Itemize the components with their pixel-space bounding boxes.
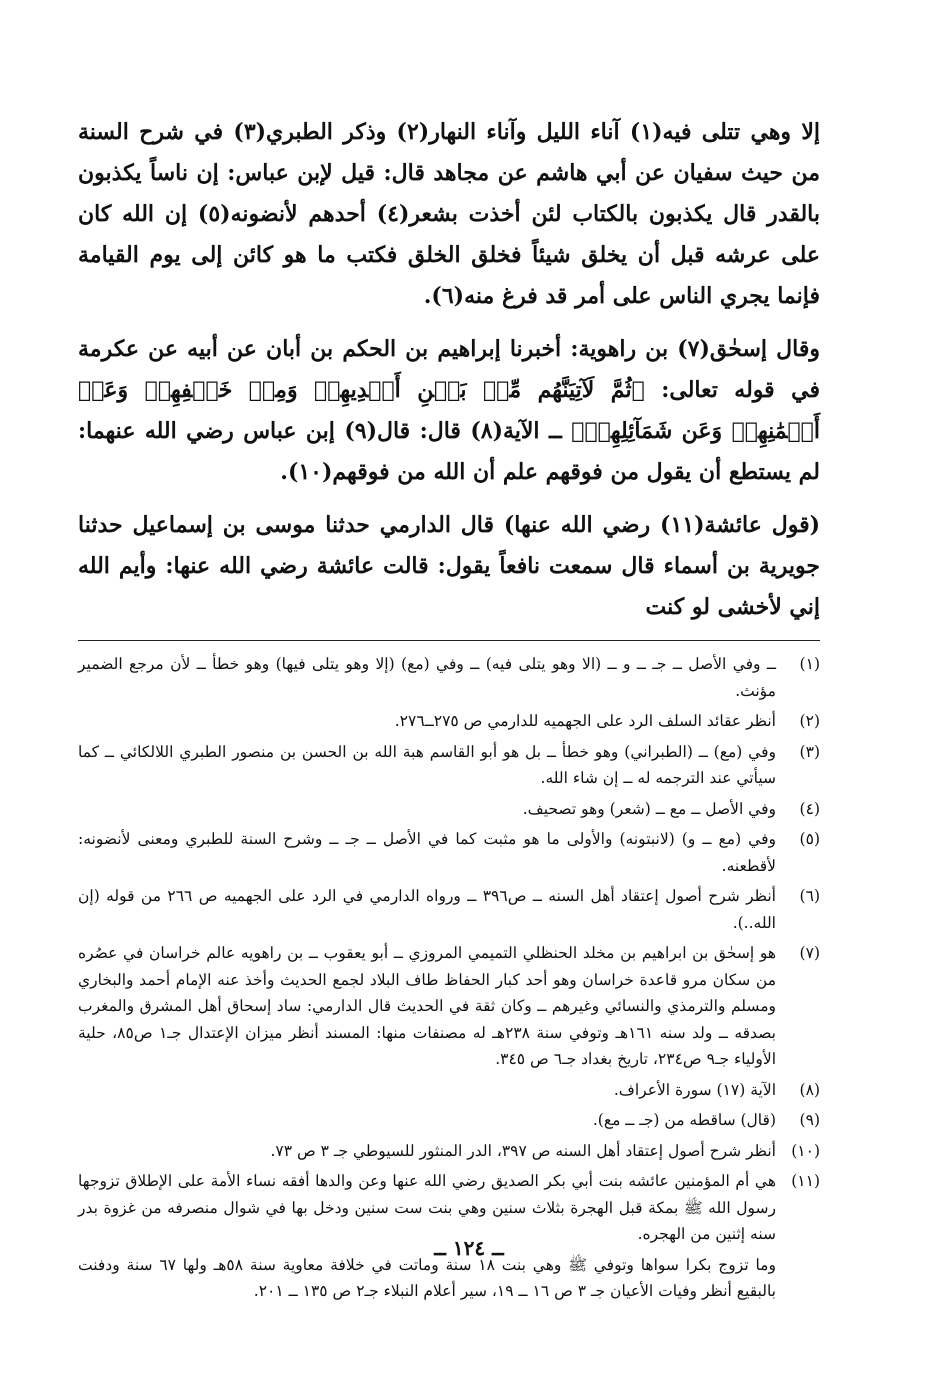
footnote-5 bbox=[78, 826, 820, 879]
footnote-text: الآية (١٧) سورة الأعراف. bbox=[613, 1080, 776, 1099]
footnote-continuation: وما تزوج بكرا سواها وتوفي ﷺ وهي بنت ١٨ سنة وماتت في خلافة معاوية سنة ٥٨هـ ولها ٦٧ سنة ودفنت بالبقيع أنظر وفيات الأعيان جـ ٣ ص ١٦ ــ ١٩، سير أعلام النبلاء جـ٢ ص ١٣٥ ــ ٢٠١. bbox=[78, 1255, 776, 1300]
footnote-text: أنظر شرح أصول إعتقاد أهل السنه ص ٣٩٧، الدر المنثور للسيوطي جـ ٣ ص ٧٣. bbox=[270, 1141, 776, 1160]
footnote-10 bbox=[78, 1138, 820, 1165]
footnote-3 bbox=[78, 739, 820, 792]
footnote-text: وفي (مع) ــ (الطبراني) وهو خطأ ــ بل هو أبو القاسم هبة الله بن الحسن بن منصور الطبري اللالكائي ــ كما سيأتي عند الترجمه له ــ إن شاء الله. bbox=[78, 742, 776, 787]
footnote-6 bbox=[78, 883, 820, 936]
footnote-number: (٥) bbox=[799, 830, 820, 848]
footnote-number: (٤) bbox=[799, 799, 820, 818]
footnote-number: (١) bbox=[799, 655, 820, 673]
footnote-2 bbox=[78, 708, 820, 735]
footnote-number: (٨) bbox=[799, 1080, 820, 1099]
page-number: ــ ١٢٤ ــ bbox=[434, 1236, 504, 1260]
footnote-number: (١١) bbox=[791, 1172, 820, 1190]
page-content bbox=[78, 112, 820, 1305]
footnote-4 bbox=[78, 796, 820, 823]
footnote-text: وفي (مع ــ و) (لانبتونه) والأولى ما هو مثبت كما في الأصل ــ جـ ــ وشرح السنة للطبري ومعنى لأنضونه: لأقطعنه. bbox=[78, 830, 776, 875]
footnote-text: وفي الأصل ــ مع ــ (شعر) وهو تصحيف. bbox=[522, 799, 776, 818]
footnote-text: أنظر شرح أصول إعتقاد أهل السنه ــ ص٣٩٦ ــ ورواه الدارمي في الرد على الجهميه ص ٢٦٦ من قوله (إن الله..). bbox=[78, 887, 776, 932]
footnote-1 bbox=[78, 651, 820, 704]
paragraph-1: إلا وهي تتلى فيه(١) آناء الليل وآناء النهار(٢) وذكر الطبري(٣) في شرح السنة من حيث سفيان عن أبي هاشم عن مجاهد قال: قيل لإبن عباس: إن ناساً يكذبون بالقدر قال يكذبون بالكتاب لئن أخذت بشعر(٤) أحدهم لأنضونه(٥) إن الله كان على عرشه قبل أن يخلق شيئاً فخلق الخلق فكتب ما هو كائن إلى يوم القيامة فإنما يجري الناس على أمر قد فرغ منه(٦). bbox=[78, 119, 820, 309]
footnotes bbox=[78, 651, 820, 1305]
main-text bbox=[78, 112, 820, 628]
footnote-separator bbox=[78, 640, 820, 641]
footnote-7 bbox=[78, 940, 820, 1073]
footnote-text: ــ وفي الأصل ــ جـ ــ و ــ (الا وهو يتلى فيه) ــ وفي (مع) (إلا وهو يتلى فيها) وهو خطأ ــ لأن مرجع الضمير مؤنث. bbox=[78, 655, 776, 700]
footnote-number: (٧) bbox=[799, 944, 820, 962]
footnote-number: (٢) bbox=[799, 712, 820, 730]
footnote-text: (قال) ساقطه من (جـ ــ مع). bbox=[592, 1111, 776, 1129]
footnote-text: هو إسحٰق بن ابراهيم بن مخلد الحنظلي التميمي المروزي ــ أبو يعقوب ــ بن راهويه عالم خراسان في عصُره من سكان مرو قاعدة خراسان وهو أحد كبار الحفاظ طاف البلاد لجمع الحديث وأخذ عنه الإمام أحمد والبخاري ومسلم والترمذي والنسائي وغيرهم ــ وكان ثقة في الحديث قال الدارمي: ساد إسحاق أهل المشرق والمغرب بصدقه ــ ولد سنه ١٦١هـ وتوفي سنة ٢٣٨هـ له مصنفات منها: المسند أنظر ميزان الإعتدال جـ١ ص٨٥، حلية الأولياء جـ٩ ص٢٣٤، تاريخ بغداد جـ٦ ص ٣٤٥. bbox=[78, 944, 776, 1068]
footnote-number: (٣) bbox=[799, 742, 820, 761]
paragraph-2: وقال إسحٰق(٧) بن راهوية: أخبرنا إبراهيم بن الحكم بن أبان عن أبيه عن عكرمة في قوله تعالى: ﴿ثُمَّ لَآتِيَنَّهُم مِّنۢ بَيۡنِ أَيۡدِيهِمۡ وَمِنۡ خَلۡفِهِمۡ وَعَنۡ أَيۡمَٰنِهِمۡ وَعَن شَمَآئِلِهِمۡ﴾ ــ الآية(٨) قال: قال(٩) إبن عباس رضي الله عنهما: لم يستطع أن يقول من فوقهم علم أن الله من فوقهم(١٠). bbox=[78, 336, 820, 485]
paragraph-3: (قول عائشة(١١) رضي الله عنها) قال الدارمي حدثنا موسى بن إسماعيل حدثنا جويرية بن أسماء قال سمعت نافعاً يقول: قالت عائشة رضي الله عنها: وأيم الله إني لأخشى لو كنت bbox=[78, 512, 821, 620]
footnote-8 bbox=[78, 1077, 820, 1104]
footnote-number: (١٠) bbox=[791, 1141, 820, 1160]
footnote-number: (٦) bbox=[799, 887, 820, 905]
footnote-text: هي أم المؤمنين عائشه بنت أبي بكر الصديق رضي الله عنها وعن والدها أفقه نساء الأمة على الإطلاق تزوجها رسول الله ﷺ بمكة قبل الهجرة بثلاث سنين وهي بنت ست سنين ودخل بها في شوال منصرفه من غزوة بدر سنه إثنين من الهجره. bbox=[78, 1172, 776, 1243]
footnote-text: أنظر عقائد السلف الرد على الجهميه للدارمي ص ٢٧٥ــ٢٧٦. bbox=[394, 712, 776, 730]
footnote-number: (٩) bbox=[799, 1111, 820, 1129]
footnote-9 bbox=[78, 1107, 820, 1134]
